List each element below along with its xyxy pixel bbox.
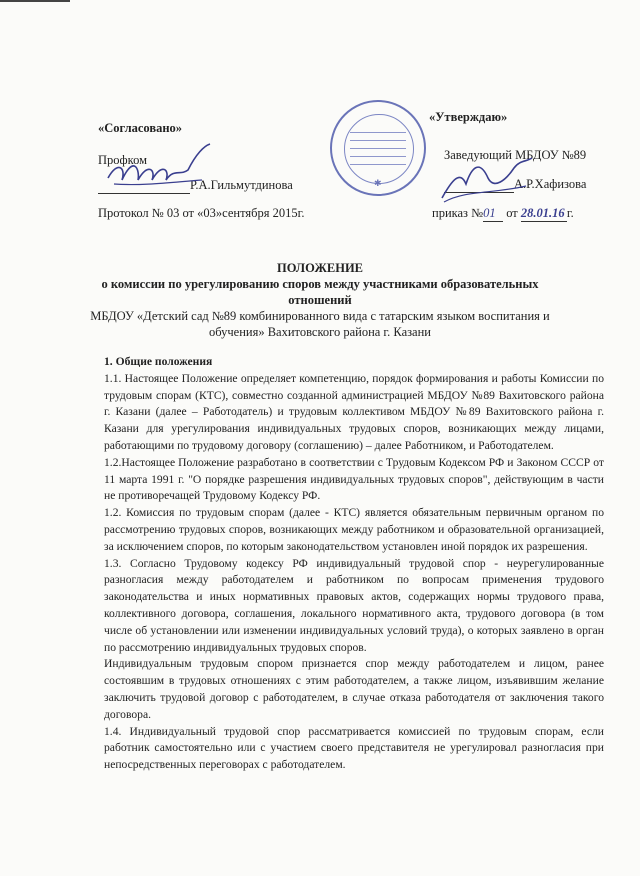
stamp-text-line [350,164,406,165]
order-number: 01 [483,206,503,222]
paragraph-1-2b: 1.2. Комиссия по трудовым спорам (далее - КТС) является обязательным первичным органом по рассмотрению трудовых споров, возникающих между работником и образовательной организацией, за исключением споров, по которым законодательством установлен иной порядок их разрешения. [104,506,604,553]
stamp-text-line [350,156,406,157]
protocol-line: Протокол № 03 от «03»сентября 2015г. [98,206,305,220]
stamp-text-line [350,132,406,133]
stamp-star-icon: ✱ [374,178,382,188]
stamp-inner-ring [344,114,414,184]
paragraph-1-2: 1.2.Настоящее Положение разработано в соответствии с Трудовым Кодексом РФ и Законом СССР от 11 марта 1991 г. "О порядке разрешения индивидуальных трудовых споров", действующим в части не противоречащей Трудовому Кодексу РФ. [104,455,604,503]
agreed-heading: «Согласовано» [98,121,183,135]
document-subtitle: о комиссии по урегулированию споров между участниками образовательных [101,277,539,291]
trade-union-head-name: Р.А.Гильмутдинова [190,178,293,192]
document-subtitle-cont: отношений [288,293,352,307]
organization-name-cont: обучения» Вахитовского района г. Казани [208,325,431,339]
scan-edge-line [0,0,70,2]
organization-stamp [330,100,426,196]
left-signature [104,140,214,190]
stamp-text-line [350,148,406,149]
stamp-text-line [350,140,406,141]
paragraph-1-1: 1.1. Настоящее Положение определяет компетенцию, порядок формирования и работы Комиссии по трудовым спорам (КТС), совместно созданной администрацией МБДОУ №89 Вахитовского района г. Казани (далее – Работодатель) и трудовым коллективом МБДОУ №89 Вахитовского района г. Казани для урегулирования индивидуальных трудовых споров, возникающих между лицами, работающими по трудовому договору (соглашению) – далее Работником, и Работодателем. [104,371,604,452]
order-prefix: приказ № [432,206,484,220]
paragraph-1-3b: Индивидуальным трудовым спором признается спор между работодателем и лицом, ранее состоявшим в трудовых отношениях с этим работодателем, а также лицом, изъявившим желание заключить трудовой договор с работодателем, в случае отказа работодателя от заключения такого договора. [104,657,604,721]
paragraph-1-4: 1.4. Индивидуальный трудовой спор рассматривается комиссией по трудовым спорам, если работник самостоятельно или с участием своего представителя не урегулировал разногласия при непосредственных переговорах с работодателем. [104,724,604,772]
head-position: Заведующий МБДОУ №89 [444,148,587,162]
section-heading: 1. Общие положения [104,355,213,368]
order-suffix: г. [566,206,574,220]
head-name: А.Р.Хафизова [514,177,587,191]
organization-name: МБДОУ «Детский сад №89 комбинированного вида с татарским языком воспитания и [90,309,550,323]
order-date: 28.01.16 [521,206,567,222]
paragraph-1-3: 1.3. Согласно Трудовому кодексу РФ индивидуальный трудовой спор - неурегулированные разногласия между работодателем и работником по вопросам применения трудового законодательства и иных нормативных правовых актов, содержащих нормы трудового права, коллективного договора, соглашения, локального нормативного акта, трудового договора (в том числе об установлении или изменении индивидуальных условий труда), о которых заявлено в орган по рассмотрению индивидуальных трудовых споров. [104,556,604,654]
document-title: ПОЛОЖЕНИЕ [276,261,364,275]
order-from: от [506,206,518,220]
document-body [104,354,604,774]
trade-union-label: Профком [98,153,147,167]
right-signature [436,150,536,210]
approve-heading: «Утверждаю» [429,110,508,124]
